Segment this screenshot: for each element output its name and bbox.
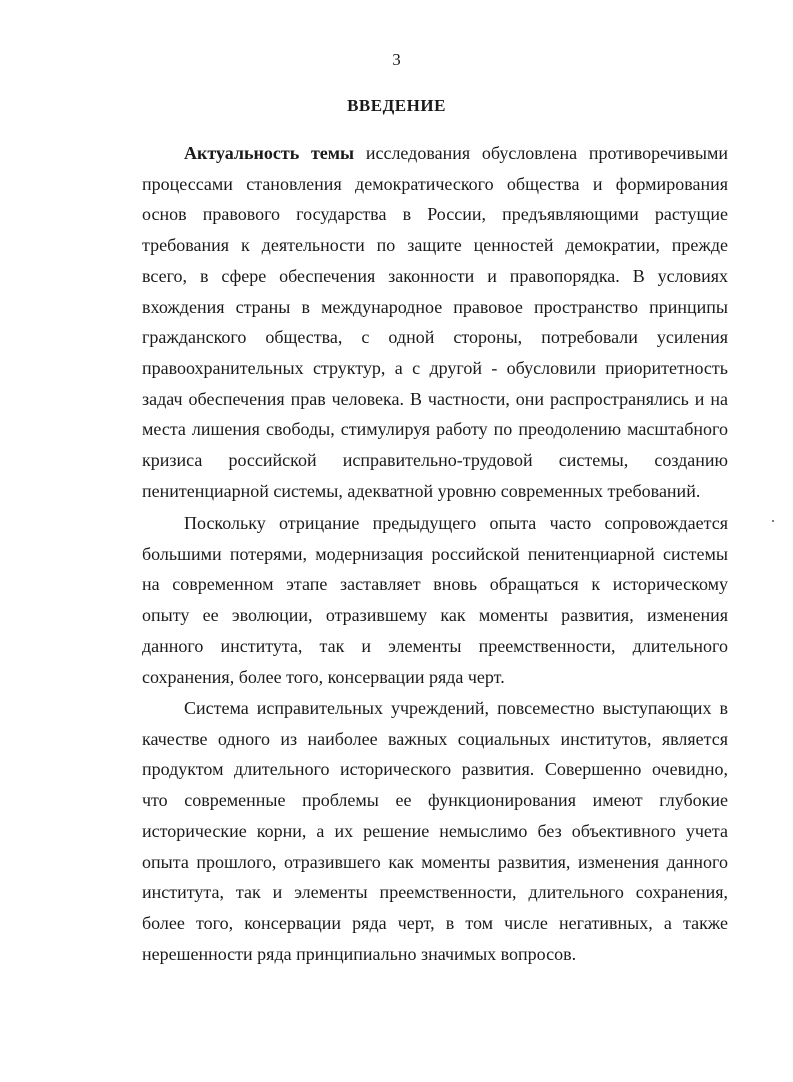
paragraph-2 [142,508,728,692]
paragraph-line: места лишения свободы, стимулируя работу по преодолению масштабного [142,419,728,440]
paragraph-line: сохранения, более того, консервации ряда черт. [142,666,505,687]
paragraph-line: опыта прошлого, отразившего как моменты развития, изменения данного [142,851,728,872]
paragraph-line: пенитенциарной системы, адекватной уровню современных требований. [142,480,701,501]
section-heading: ВВЕДЕНИЕ [347,96,446,115]
paragraph-line: более того, консервации ряда черт, в том числе негативных, а также [142,912,728,933]
paragraph-line: института, так и элементы преемственности, длительного сохранения, [142,882,728,903]
paragraph-line: что современные проблемы ее функционирования имеют глубокие [142,790,728,811]
paragraph-line: задач обеспечения прав человека. В частности, они распространялись и на [142,388,728,409]
paragraph-line: нерешенности ряда принципиально значимых вопросов. [142,943,577,964]
paragraph-line: Поскольку отрицание предыдущего опыта часто сопровождается [184,513,728,533]
paragraph-line: Система исправительных учреждений, повсеместно выступающих в [184,698,728,718]
paragraph-line: качестве одного из наиболее важных социальных институтов, является [142,728,728,749]
paragraph-3 [142,693,728,969]
paragraph-line: продуктом длительного исторического развития. Совершенно очевидно, [142,759,728,780]
paragraph-line: кризиса российской исправительно-трудовой системы, созданию [142,450,728,471]
lead-phrase: Актуальность темы [184,143,355,163]
paragraph-line: опыту ее эволюции, отразившему как моменты развития, изменения [142,605,728,626]
page-number: 3 [392,50,401,69]
scan-speck [772,520,774,522]
paragraph-line: большими потерями, модернизация российской пенитенциарной системы [142,543,728,564]
paragraph-1 [142,138,728,506]
paragraph-line: данного института, так и элементы преемственности, длительного [142,635,728,656]
paragraph-line: правоохранительных структур, а с другой - обусловили приоритетность [142,357,728,378]
paragraph-line: исторические корни, а их решение немыслимо без объективного учета [142,820,728,841]
line-text: исследования обусловлена противоречивыми [354,143,728,163]
paragraph-line: гражданского общества, с одной стороны, потребовали усиления [142,327,728,348]
paragraph-line: основ правового государства в России, предъявляющими растущие [142,204,728,225]
paragraph-line: процессами становления демократического общества и формирования [142,173,728,194]
paragraph-line: требования к деятельности по защите ценностей демократии, прежде [142,235,728,256]
paragraph-line: всего, в сфере обеспечения законности и правопорядка. В условиях [142,265,728,286]
paragraph-line: на современном этапе заставляет вновь обращаться к историческому [142,574,728,595]
paragraph-line [142,138,728,169]
paragraph-line: вхождения страны в международное правовое пространство принципы [142,296,728,317]
